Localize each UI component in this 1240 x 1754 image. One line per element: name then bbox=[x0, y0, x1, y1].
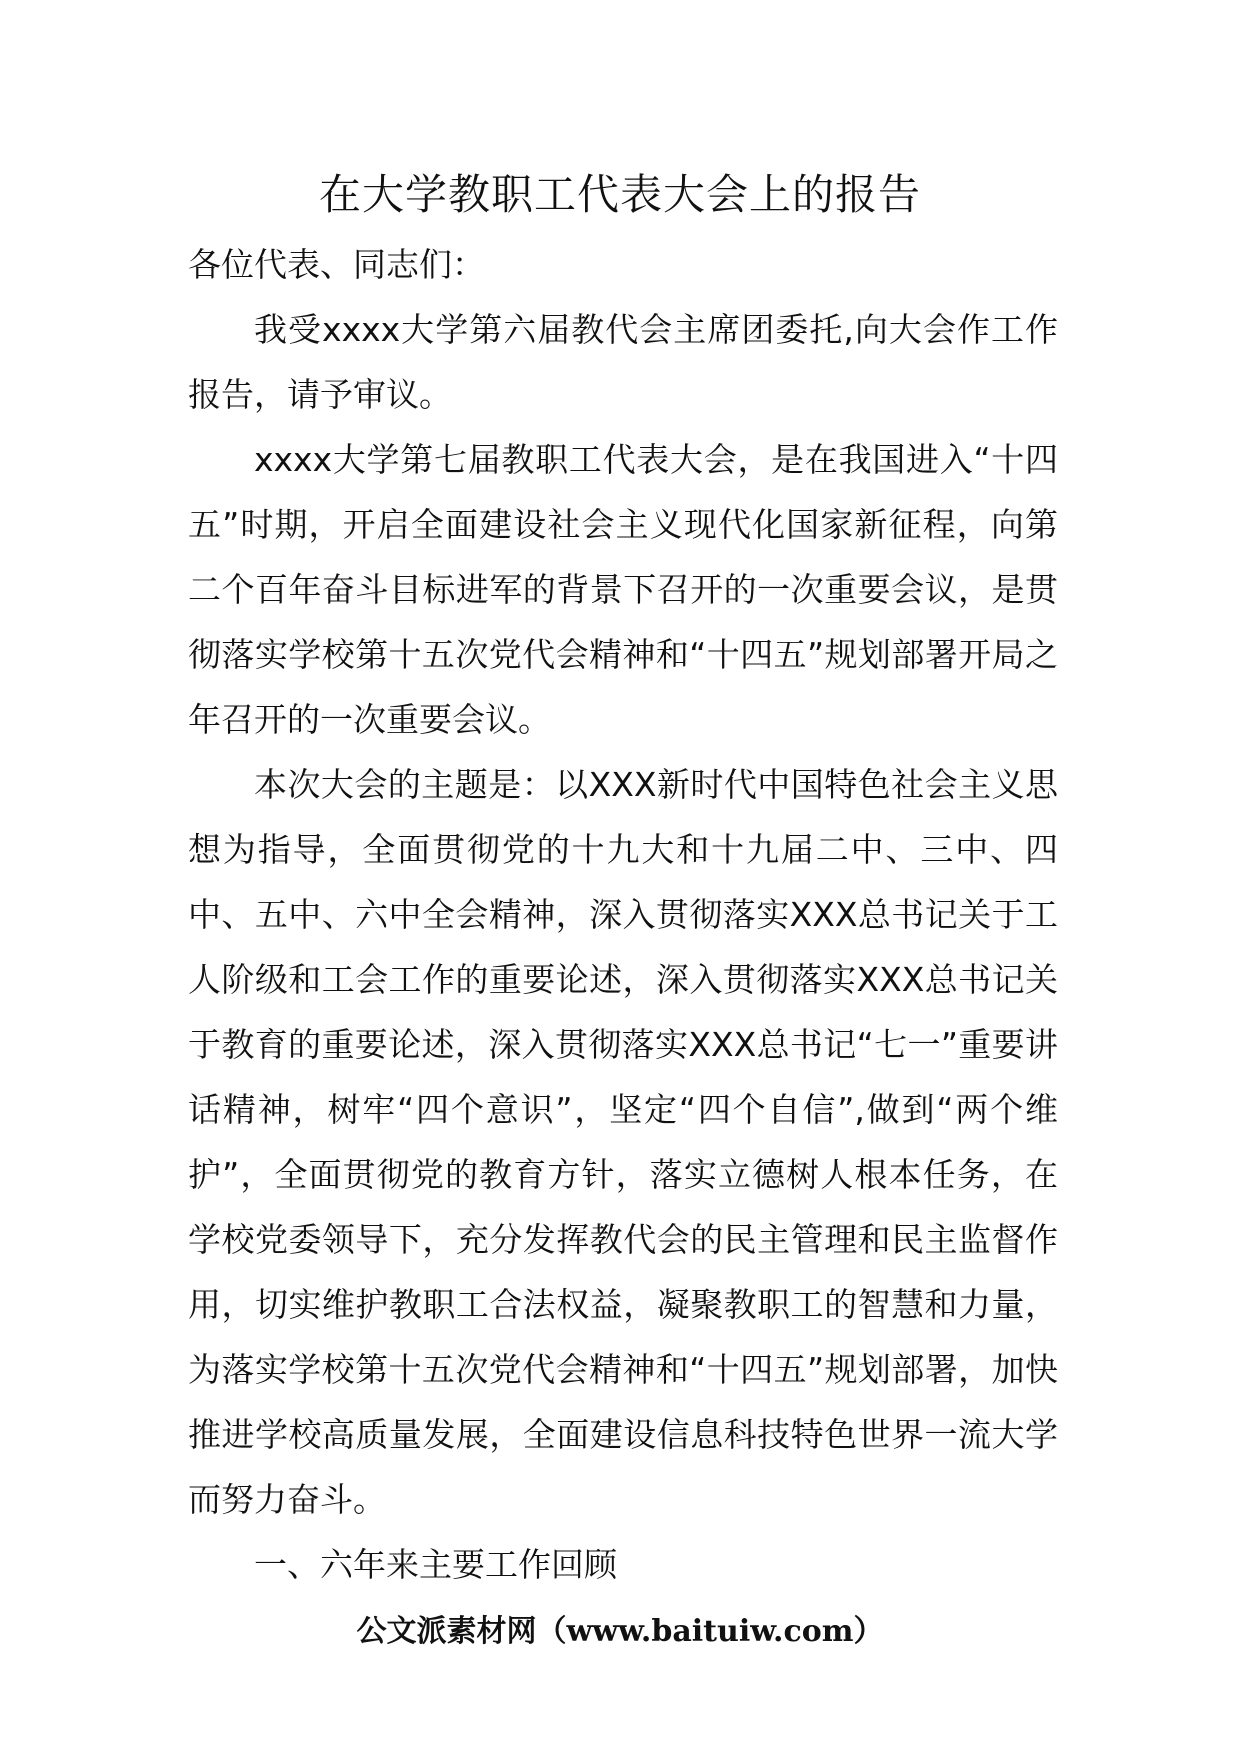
paragraph-intro: 我受xxxx大学第六届教代会主席团委托,向大会作工作报告，请予审议。 bbox=[188, 310, 1058, 414]
salutation: 各位代表、同志们： bbox=[188, 245, 485, 284]
paragraph-background: xxxx大学第七届教职工代表大会，是在我国进入“十四五”时期，开启全面建设社会主义现代化国家新征程，向第二个百年奋斗目标进军的背景下召开的一次重要会议，是贯彻落实学校第十五次党代会精神和“十四五”规划部署开局之年召开的一次重要会议。 bbox=[188, 440, 1058, 739]
section-heading: 一、六年来主要工作回顾 bbox=[254, 1545, 617, 1584]
footer-watermark: 公文派素材网（www.baituiw.com） bbox=[356, 1614, 884, 1649]
document-title: 在大学教职工代表大会上的报告 bbox=[318, 170, 921, 219]
paragraph-theme: 本次大会的主题是：以XXX新时代中国特色社会主义思想为指导，全面贯彻党的十九大和十九届二中、三中、四中、五中、六中全会精神，深入贯彻落实XXX总书记关于工人阶级和工会工作的重要论述，深入贯彻落实XXX总书记关于教育的重要论述，深入贯彻落实XXX总书记“七一”重要讲话精神，树牢“四个意识”，坚定“四个自信”,做到“两个维护”，全面贯彻党的教育方针，落实立德树人根本任务，在学校党委领导下，充分发挥教代会的民主管理和民主监督作用，切实维护教职工合法权益，凝聚教职工的智慧和力量，为落实学校第十五次党代会精神和“十四五”规划部署，加快推进学校高质量发展，全面建设信息科技特色世界一流大学而努力奋斗。 bbox=[188, 765, 1058, 1519]
document-body bbox=[188, 232, 1058, 1597]
